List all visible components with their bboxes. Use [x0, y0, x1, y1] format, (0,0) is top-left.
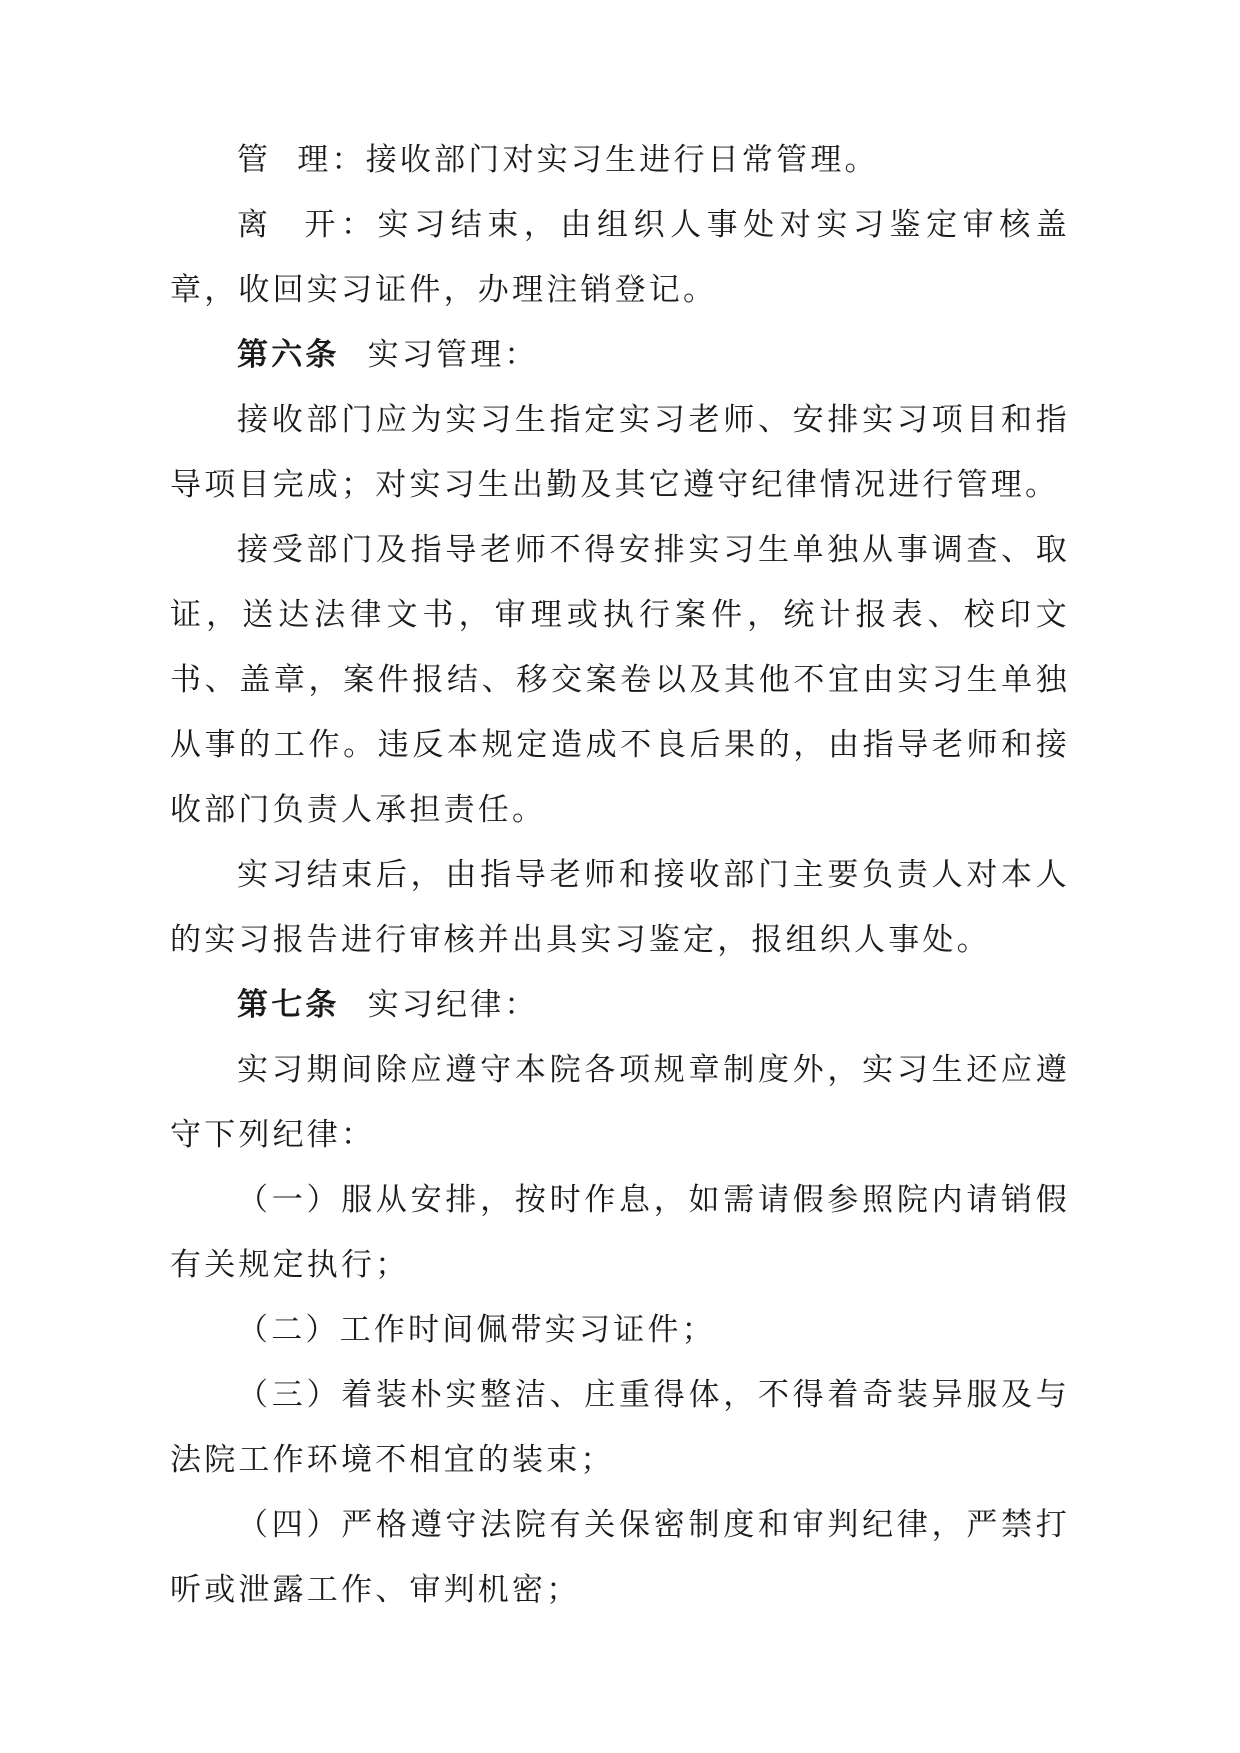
paragraph-rule-2: （二）工作时间佩带实习证件；	[237, 1312, 716, 1348]
document-page	[170, 128, 1070, 1623]
paragraph-rule-1: （一）服从安排，按时作息，如需请假参照院内请销假有关规定执行；	[170, 1182, 1070, 1283]
article-6-heading	[170, 323, 1070, 388]
paragraph-appraisal: 实习结束后，由指导老师和接收部门主要负责人对本人的实习报告进行审核并出具实习鉴定，报组织人事处。	[170, 857, 1070, 958]
paragraph-leave: 离 开：实习结束，由组织人事处对实习鉴定审核盖章，收回实习证件，办理注销登记。	[170, 207, 1070, 308]
article-6-title: 实习管理：	[367, 337, 539, 373]
paragraph-receiving-dept: 接收部门应为实习生指定实习老师、安排实习项目和指导项目完成；对实习生出勤及其它遵守纪律情况进行管理。	[170, 402, 1070, 503]
paragraph-management: 管 理：接收部门对实习生进行日常管理。	[237, 142, 879, 178]
paragraph-discipline-intro: 实习期间除应遵守本院各项规章制度外，实习生还应遵守下列纪律：	[170, 1052, 1070, 1153]
article-7-number: 第七条	[237, 987, 340, 1023]
article-6-number: 第六条	[237, 337, 340, 373]
paragraph-rule-3: （三）着装朴实整洁、庄重得体，不得着奇装异服及与法院工作环境不相宜的装束；	[170, 1377, 1070, 1478]
paragraph-rule-4: （四）严格遵守法院有关保密制度和审判纪律，严禁打听或泄露工作、审判机密；	[170, 1507, 1070, 1608]
article-7-title: 实习纪律：	[367, 987, 539, 1023]
paragraph-prohibited-work: 接受部门及指导老师不得安排实习生单独从事调查、取证，送达法律文书，审理或执行案件，统计报表、校印文书、盖章，案件报结、移交案卷以及其他不宜由实习生单独从事的工作。违反本规定造成不良后果的，由指导老师和接收部门负责人承担责任。	[170, 532, 1070, 828]
article-7-heading	[170, 973, 1070, 1038]
